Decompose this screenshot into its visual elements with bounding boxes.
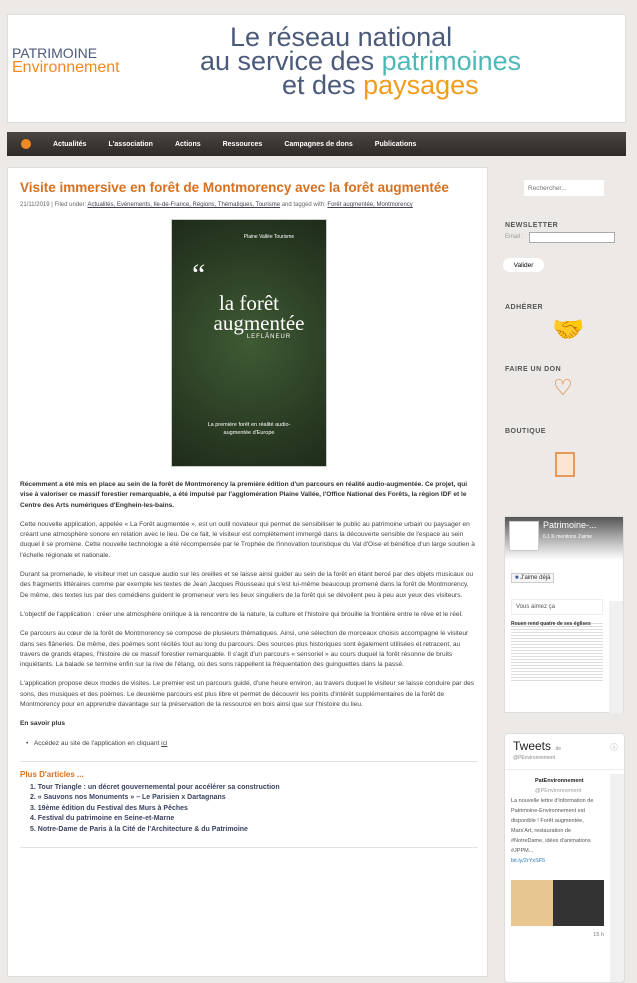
page-avatar[interactable] bbox=[509, 521, 539, 551]
tweets-by: de bbox=[555, 746, 562, 752]
more-info-heading: En savoir plus bbox=[20, 720, 66, 728]
main-nav bbox=[7, 132, 626, 156]
related-list bbox=[20, 783, 478, 835]
article-title[interactable]: Visite immersive en forêt de Montmorency avec la forêt augmentée bbox=[20, 180, 449, 195]
image-caption: La première forêt en réalité audio-augmentée d'Europe bbox=[207, 422, 291, 436]
image-title: augmentée bbox=[213, 311, 305, 335]
logo-top: PATRIMOINE bbox=[12, 45, 98, 61]
nav-publications[interactable]: Publications bbox=[374, 140, 417, 148]
facebook-widget bbox=[504, 516, 624, 713]
article-paragraph: Cette nouvelle application, appelée « La Forêt augmentée », est un outil novateur qui permet de sensibiliser le public au patrimoine urbain ou paysager en créant une atmosphère sonore en relation avec le lieu. De ce fait, le visiteur est complètement immergé dans la découverte sensible de l'espace au sein duquel il se promène. Cette nouvelle technologie a été récompensée par le Trophée de l'innovation touristique du Val d'Oise et bénéfice d'un large soutien à l'échelle régionale et nationale. bbox=[20, 520, 475, 559]
nav-ressources[interactable]: Ressources bbox=[222, 140, 263, 148]
quote-icon: “ bbox=[192, 258, 206, 291]
tagline-highlight: paysages bbox=[363, 70, 479, 100]
home-icon[interactable] bbox=[21, 139, 31, 149]
article-intro: Récemment a été mis en place au sein de la forêt de Montmorency la première édition d'un parcours en réalité audio-augmentée. Ce projet, qui vise à valoriser ce massif forestier remarquable, a été impulsé par l'agglomération Plaine Vallée, l'Office National des Forêts, la région IDF et le Centre des Arts numériques d'Enghein-les-bains. bbox=[20, 481, 468, 509]
tweet-link[interactable]: bit.ly/2rYxSF5 bbox=[511, 858, 546, 864]
tweet-text: La nouvelle lettre d'information de Patrimoine-Environnement est disponible ! Forêt augmentée, Mars'Art, restauration de #NotreDame, idées d'animations #JPPM... bbox=[511, 798, 594, 854]
article-paragraph: L'application propose deux modes de visites. Le premier est un parcours guidé, d'une heure environ, au travers duquel le visiteur se laisse conduire par des sons, des musiques et des poèmes. Le deuxième parcours est plus libre et permet de découvrir les points d'intérêt supplémentaires de la forêt de Montmorency pour en apprendre davantage sur la préservation de la ressource en bois ainsi que sur l'histoire du lieu. bbox=[20, 680, 475, 709]
fb-scrollbar[interactable] bbox=[609, 601, 623, 713]
related-item[interactable]: 1. Tour Triangle : un décret gouvernemental pour accélérer sa construction bbox=[30, 783, 280, 791]
article-image bbox=[171, 219, 327, 467]
nav-actualites[interactable]: Actualités bbox=[53, 140, 87, 148]
tweet-handle[interactable]: @PEnvironnement bbox=[535, 788, 582, 794]
twitter-handle[interactable]: @PEnvironnement bbox=[513, 755, 556, 761]
image-subtitle: LEFLÂNEUR bbox=[246, 334, 292, 340]
article-meta bbox=[20, 201, 478, 209]
fb-like-button[interactable] bbox=[511, 573, 554, 583]
handshake-icon[interactable]: 🤝 bbox=[552, 314, 585, 344]
divider bbox=[20, 847, 478, 848]
search-input[interactable] bbox=[524, 180, 604, 196]
logo-bottom: Environnement bbox=[12, 59, 120, 76]
shop-heading: BOUTIQUE bbox=[505, 428, 546, 435]
fb-likes: 6,1 K mentions J'aime bbox=[543, 534, 593, 540]
email-label: Email : bbox=[505, 234, 524, 240]
related-item[interactable]: 5. Notre-Dame de Paris à la Cité de l'Architecture & du Patrimoine bbox=[30, 825, 248, 833]
tag-links[interactable]: Forêt augmentée, Montmorency bbox=[327, 202, 413, 208]
tweets-title: Tweets bbox=[513, 739, 552, 753]
twitter-widget bbox=[504, 733, 625, 983]
tagline-highlight: patrimoines bbox=[381, 46, 522, 76]
article-paragraph: L'objectif de l'application : créer une atmosphère onirique à la rencontre de la nature, la culture et l'histoire qui brouille la frontière entre le rêve et le réel. bbox=[20, 610, 463, 618]
category-links[interactable]: Actualités, Evénements, Ile-de-France, Régions, Thématiques, Tourisme bbox=[87, 202, 281, 208]
nav-campagnes[interactable]: Campagnes de dons bbox=[284, 140, 353, 148]
related-heading: Plus D'articles ... bbox=[20, 769, 84, 779]
tweet-user[interactable]: PatEnvironnement bbox=[535, 778, 584, 784]
info-icon[interactable]: ⓘ bbox=[610, 743, 618, 752]
email-field[interactable] bbox=[529, 232, 615, 243]
article-paragraph: Durant sa promenade, le visiteur met un casque audio sur les oreilles et se laisse ainsi guider au sein de la forêt en étant bercé par des objets musicaux ou des fragments littéraires comme par exemple les textes de Jean Jacques Rousseau qui s'est lui-même beaucoup promené dans la forêt de Montmorency. De même, des textes lus par des comédiens guident le promeneur vers les lieux singuliers de la forêt qui se dévoilent peu à peu aux yeux des visiteurs. bbox=[20, 571, 474, 599]
related-item[interactable]: 3. 19ème édition du Festival des Murs à Pêches bbox=[30, 804, 188, 812]
tagline-text: au service des bbox=[200, 46, 382, 76]
tagline-text: et des bbox=[282, 70, 364, 100]
app-link[interactable]: ici bbox=[161, 739, 168, 747]
more-info-bullet: • Accédez au site de l'application en cliquant ici bbox=[26, 739, 168, 747]
fb-like-label: J'aime déjà bbox=[520, 575, 551, 581]
related-item[interactable]: 2. « Sauvons nos Monuments » – Le Parisien x Dartagnans bbox=[30, 794, 226, 802]
article-paragraph: Ce parcours au cœur de la forêt de Montmorency se compose de plusieurs thématiques. Ainsi, une sélection de morceaux choisis accompagne le visiteur dans ses flâneries. De même, des poèmes sont récités tout au long du parcours. Des sources plus historiques sont également utilisées et retracent, au travers de grands étapes, l'histoire de ce massif forestier remarquable. Il s'agit d'un parcours « sensoriel » au cours duquel la forêt résonne de bruits inquiétants. La balade se termine enfin sur la rive de l'étang, où des sons rappellent la fréquentation des guinguettes dans la passé. bbox=[20, 630, 469, 669]
image-title: la forêt bbox=[218, 291, 280, 315]
related-item[interactable]: 4. Festival du patrimoine en Seine-et-Marne bbox=[30, 815, 175, 823]
nav-association[interactable]: L'association bbox=[108, 140, 153, 148]
tagline-line-1: Le réseau national bbox=[230, 22, 453, 52]
bullet-text: Accédez au site de l'application en cliquant bbox=[33, 739, 162, 747]
nav-actions[interactable]: Actions bbox=[174, 140, 201, 148]
site-logo[interactable] bbox=[12, 46, 120, 76]
catalog-icon[interactable] bbox=[555, 452, 575, 477]
facebook-icon: ■ bbox=[515, 575, 519, 581]
image-brand: Plaine Vallée Tourisme bbox=[243, 234, 295, 240]
twitter-scrollbar[interactable] bbox=[610, 774, 624, 983]
meta-label: and tagged with: bbox=[280, 202, 328, 208]
fb-page-name[interactable]: Patrimoine-... bbox=[543, 520, 597, 530]
tweet-media[interactable] bbox=[511, 880, 604, 926]
fb-post-image[interactable]: Rouen rend quatre de ses églises bbox=[511, 621, 603, 681]
adherer-heading: ADHÉRER bbox=[505, 304, 544, 311]
banner-tagline bbox=[200, 22, 522, 100]
newsletter-submit-button[interactable]: Valider bbox=[503, 258, 544, 272]
tweet-time[interactable]: 15 h bbox=[593, 932, 604, 938]
article-body bbox=[20, 180, 478, 848]
divider bbox=[20, 761, 478, 762]
donate-heading: FAIRE UN DON bbox=[505, 366, 562, 373]
post-date: 21/11/2019 | Filed under: bbox=[20, 202, 88, 208]
fb-prompt: Vous aimez ça bbox=[511, 599, 603, 615]
newsletter-heading: NEWSLETTER bbox=[505, 222, 559, 229]
heart-hand-icon[interactable]: ♡ bbox=[553, 375, 573, 400]
